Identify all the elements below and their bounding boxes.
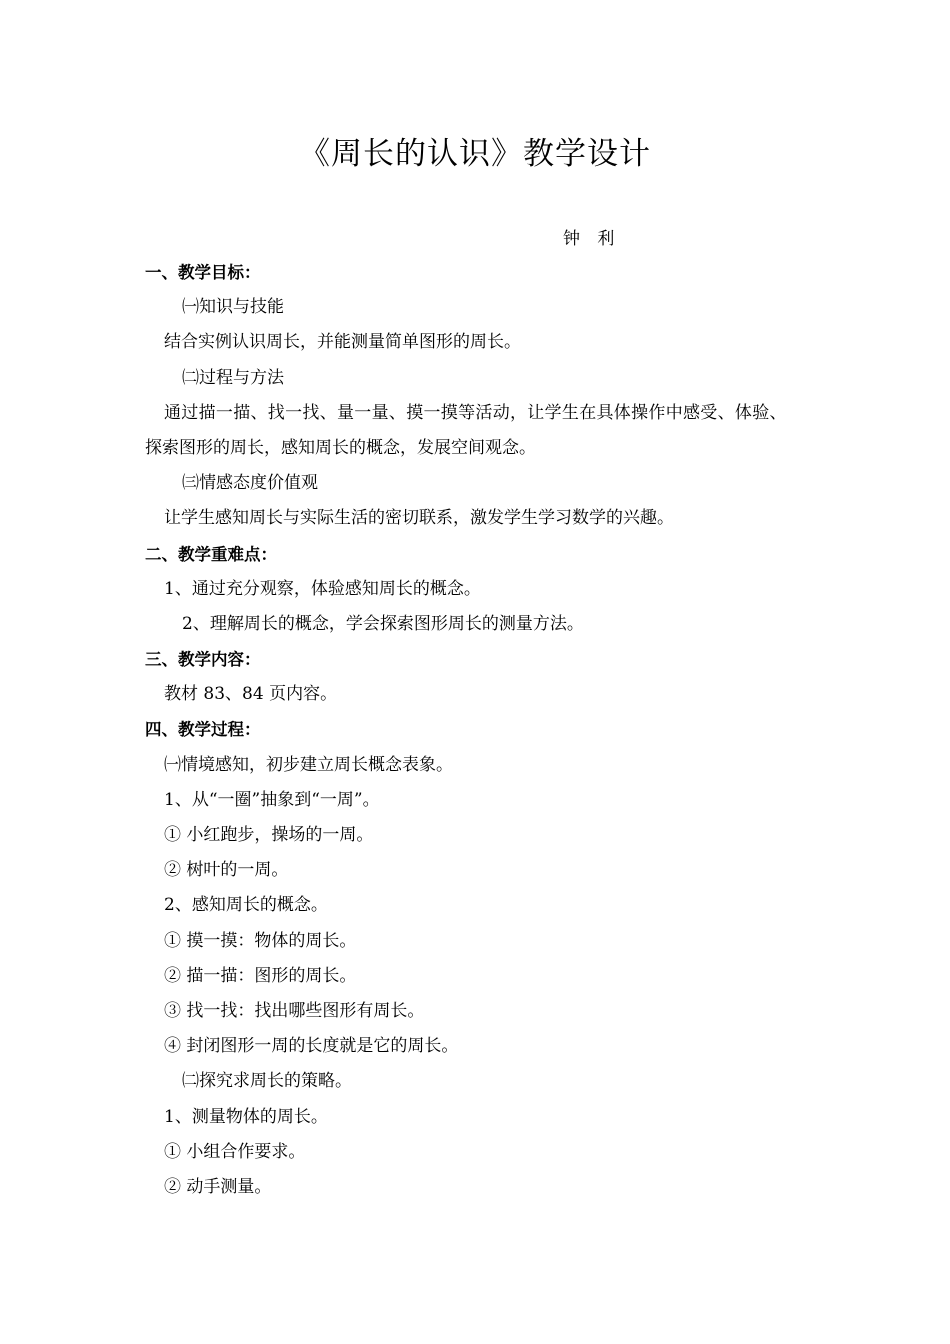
process-part-2-title: ㈡探究求周长的策略。: [182, 1071, 352, 1092]
author-name: 钟 利: [563, 229, 621, 249]
process-step-3-a: ① 小组合作要求。: [164, 1141, 306, 1162]
process-step-1-b: ② 树叶的一周。: [164, 860, 289, 881]
section-heading-process: 四、教学过程：: [145, 720, 261, 740]
document-title: 《周长的认识》教学设计: [299, 136, 651, 172]
paragraph-knowledge: 结合实例认识周长，并能测量简单图形的周长。: [164, 332, 521, 353]
process-step-3: 1、测量物体的周长。: [164, 1106, 328, 1127]
process-step-2-a: ① 摸一摸：物体的周长。: [164, 930, 357, 951]
paragraph-process-method-line1: 通过描一描、找一找、量一量、摸一摸等活动，让学生在具体操作中感受、体验、: [164, 402, 787, 423]
process-step-2-b: ② 描一描：图形的周长。: [164, 965, 357, 986]
document-body: [145, 258, 825, 1208]
section-heading-goals: 一、教学目标：: [145, 263, 261, 282]
paragraph-content: 教材 83、84 页内容。: [164, 684, 338, 705]
process-step-3-b: ② 动手测量。: [164, 1176, 272, 1197]
subheading-process-method: ㈡过程与方法: [182, 367, 284, 388]
process-part-1-title: ㈠情境感知，初步建立周长概念表象。: [164, 754, 453, 775]
process-step-1: 1、从“一圈”抽象到“一周”。: [164, 789, 380, 810]
section-heading-key-points: 二、教学重难点：: [145, 544, 277, 564]
subheading-emotion: ㈢情感态度价值观: [182, 473, 318, 494]
process-step-1-a: ① 小红跑步，操场的一周。: [164, 825, 374, 845]
subheading-knowledge: ㈠知识与技能: [182, 297, 284, 318]
key-point-item-2: 2、理解周长的概念，学会探索图形周长的测量方法。: [182, 613, 584, 634]
paragraph-process-method-line2: 探索图形的周长，感知周长的概念，发展空间观念。: [145, 437, 536, 458]
section-heading-content: 三、教学内容：: [145, 650, 261, 670]
process-step-2-c: ③ 找一找：找出哪些图形有周长。: [164, 1000, 425, 1021]
paragraph-emotion: 让学生感知周长与实际生活的密切联系，激发学生学习数学的兴趣。: [164, 508, 674, 529]
process-step-2: 2、感知周长的概念。: [164, 895, 328, 916]
process-step-2-d: ④ 封闭图形一周的长度就是它的周长。: [164, 1036, 459, 1057]
key-point-item-1: 1、通过充分观察，体验感知周长的概念。: [164, 578, 481, 599]
